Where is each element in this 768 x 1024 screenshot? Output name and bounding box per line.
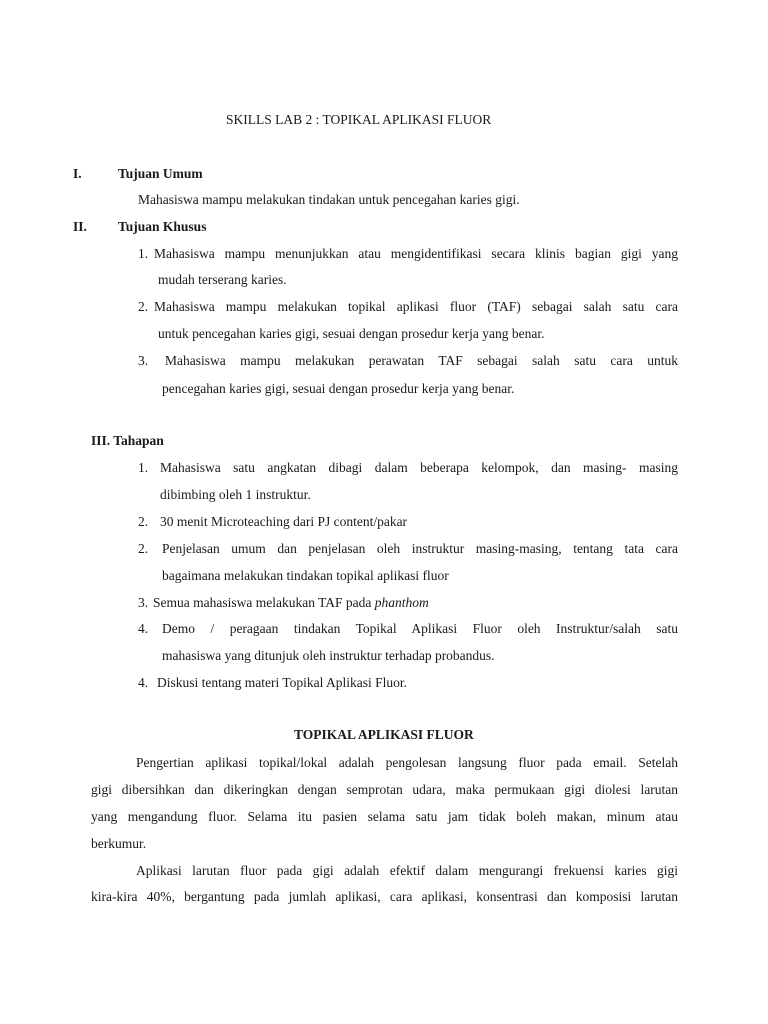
- list-item-number: 2.: [138, 541, 149, 556]
- paragraph-line: Pengertian aplikasi topikal/lokal adalah pengolesan langsung fluor pada email. Setelah: [136, 755, 678, 770]
- list-item-italic-term: phanthom: [374, 595, 429, 610]
- list-item-text: Mahasiswa mampu melakukan perawatan TAF sebagai salah satu cara untuk: [165, 353, 678, 368]
- list-item-text-main: Semua mahasiswa melakukan TAF pada: [153, 595, 372, 610]
- section-text: Mahasiswa mampu melakukan tindakan untuk pencegahan karies gigi.: [138, 192, 520, 207]
- list-item-text: 30 menit Microteaching dari PJ content/pakar: [160, 514, 408, 529]
- list-item-number: 1.: [138, 460, 149, 475]
- list-item-text: mudah terserang karies.: [158, 272, 287, 287]
- list-item-number: 3.: [138, 353, 149, 368]
- list-item-text: [153, 595, 429, 611]
- list-item-number: 2.: [138, 514, 149, 529]
- list-item-number: 1.: [138, 246, 149, 261]
- section-heading: Tujuan Umum: [118, 166, 203, 181]
- list-item-text: dibimbing oleh 1 instruktur.: [160, 487, 311, 502]
- document-title: SKILLS LAB 2 : TOPIKAL APLIKASI FLUOR: [226, 112, 492, 127]
- section-heading: III. Tahapan: [91, 433, 164, 448]
- section-numeral: II.: [73, 219, 87, 234]
- paragraph-line: gigi dibersihkan dan dikeringkan dengan semprotan udara, maka permukaan gigi diolesi larutan: [91, 782, 678, 797]
- list-item-text: Mahasiswa satu angkatan dibagi dalam beberapa kelompok, dan masing- masing: [160, 460, 678, 475]
- paragraph-line: yang mengandung fluor. Selama itu pasien selama satu jam tidak boleh makan, minum atau: [91, 809, 678, 824]
- list-item-number: 4.: [138, 675, 149, 690]
- section-numeral: I.: [73, 166, 82, 181]
- list-item-number: 3.: [138, 595, 149, 610]
- paragraph-line: kira-kira 40%, bergantung pada jumlah aplikasi, cara aplikasi, konsentrasi dan komposisi larutan: [91, 889, 678, 904]
- paragraph-line: berkumur.: [91, 836, 147, 851]
- list-item-text: Penjelasan umum dan penjelasan oleh instruktur masing-masing, tentang tata cara: [162, 541, 678, 556]
- list-item-text: Mahasiswa mampu menunjukkan atau mengidentifikasi secara klinis bagian gigi yang: [154, 246, 678, 261]
- article-heading: TOPIKAL APLIKASI FLUOR: [294, 727, 474, 742]
- section-heading: Tujuan Khusus: [118, 219, 207, 234]
- list-item-number: 4.: [138, 621, 149, 636]
- list-item-number: 2.: [138, 299, 149, 314]
- list-item-text: Diskusi tentang materi Topikal Aplikasi Fluor.: [157, 675, 408, 690]
- list-item-text: untuk pencegahan karies gigi, sesuai dengan prosedur kerja yang benar.: [158, 326, 545, 341]
- list-item-text: Mahasiswa mampu melakukan topikal aplikasi fluor (TAF) sebagai salah satu cara: [154, 299, 678, 314]
- list-item-text: bagaimana melakukan tindakan topikal aplikasi fluor: [162, 568, 449, 583]
- list-item-text: mahasiswa yang ditunjuk oleh instruktur terhadap probandus.: [162, 648, 495, 663]
- paragraph-line: Aplikasi larutan fluor pada gigi adalah efektif dalam mengurangi frekuensi karies gigi: [136, 863, 678, 878]
- list-item-text: pencegahan karies gigi, sesuai dengan prosedur kerja yang benar.: [162, 381, 515, 396]
- list-item-text: Demo / peragaan tindakan Topikal Aplikasi Fluor oleh Instruktur/salah satu: [162, 621, 678, 636]
